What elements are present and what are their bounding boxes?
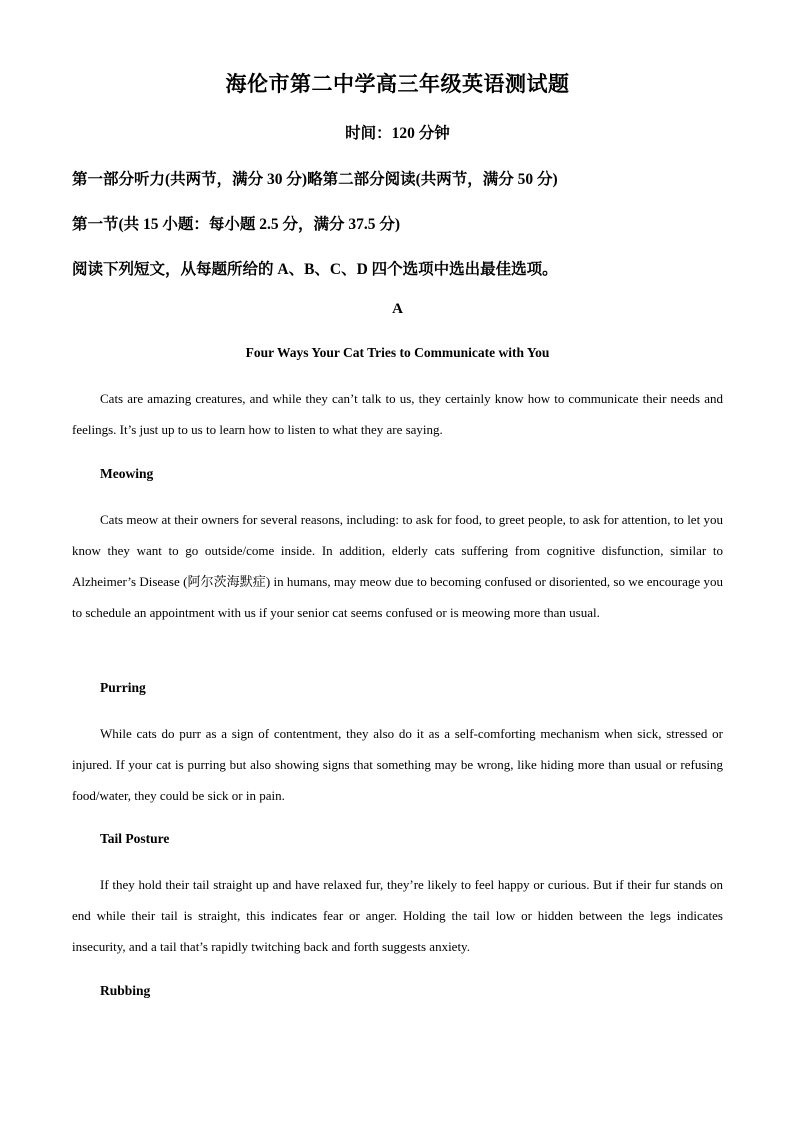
exam-time: 时间：120 分钟 — [345, 125, 450, 142]
article-title: Four Ways Your Cat Tries to Communicate with You — [245, 345, 550, 360]
paragraph-purring: While cats do purr as a sign of contentment, they also do it as a self-comforting mechanism when sick, stressed or injured. If your cat is purring but also showing signs that something may be wrong, like hiding more than usual or refusing food/water, they could be sick or in pain. — [72, 726, 723, 803]
heading-rubbing: Rubbing — [100, 983, 151, 998]
paragraph-tail-posture: If they hold their tail straight up and have relaxed fur, they’re likely to feel happy or curious. But if their fur stands on end while their tail is straight, this indicates fear or anger. Holding the tail low or hidden between the legs indicates insecurity, and a tail that’s rapidly twitching back and forth suggests anxiety. — [72, 877, 723, 954]
paragraph-meowing: Cats meow at their owners for several reasons, including: to ask for food, to greet people, to ask for attention, to let you know they want to go outside/come inside. In addition, elderly cats suffering from cognitive disfunction, similar to Alzheimer’s Disease (阿尔茨海默症) in humans, may meow due to becoming confused or disoriented, so we encourage you to schedule an appointment with us if your senior cat seems confused or is meowing more than usual. — [72, 512, 723, 620]
intro-paragraph: Cats are amazing creatures, and while they can’t talk to us, they certainly know how to communicate their needs and feelings. It’s just up to us to learn how to listen to what they are saying. — [72, 391, 723, 437]
heading-purring: Purring — [100, 680, 146, 695]
page-title: 海伦市第二中学高三年级英语测试题 — [225, 72, 570, 96]
heading-meowing: Meowing — [100, 466, 154, 481]
part-line: 第一部分听力(共两节，满分 30 分)略第二部分阅读(共两节，满分 50 分) — [72, 171, 558, 188]
section-line: 第一节(共 15 小题：每小题 2.5 分，满分 37.5 分) — [72, 216, 401, 233]
passage-label: A — [392, 301, 403, 317]
heading-tail-posture: Tail Posture — [100, 831, 170, 846]
instruction-line: 阅读下列短文，从每题所给的 A、B、C、D 四个选项中选出最佳选项。 — [72, 261, 558, 278]
